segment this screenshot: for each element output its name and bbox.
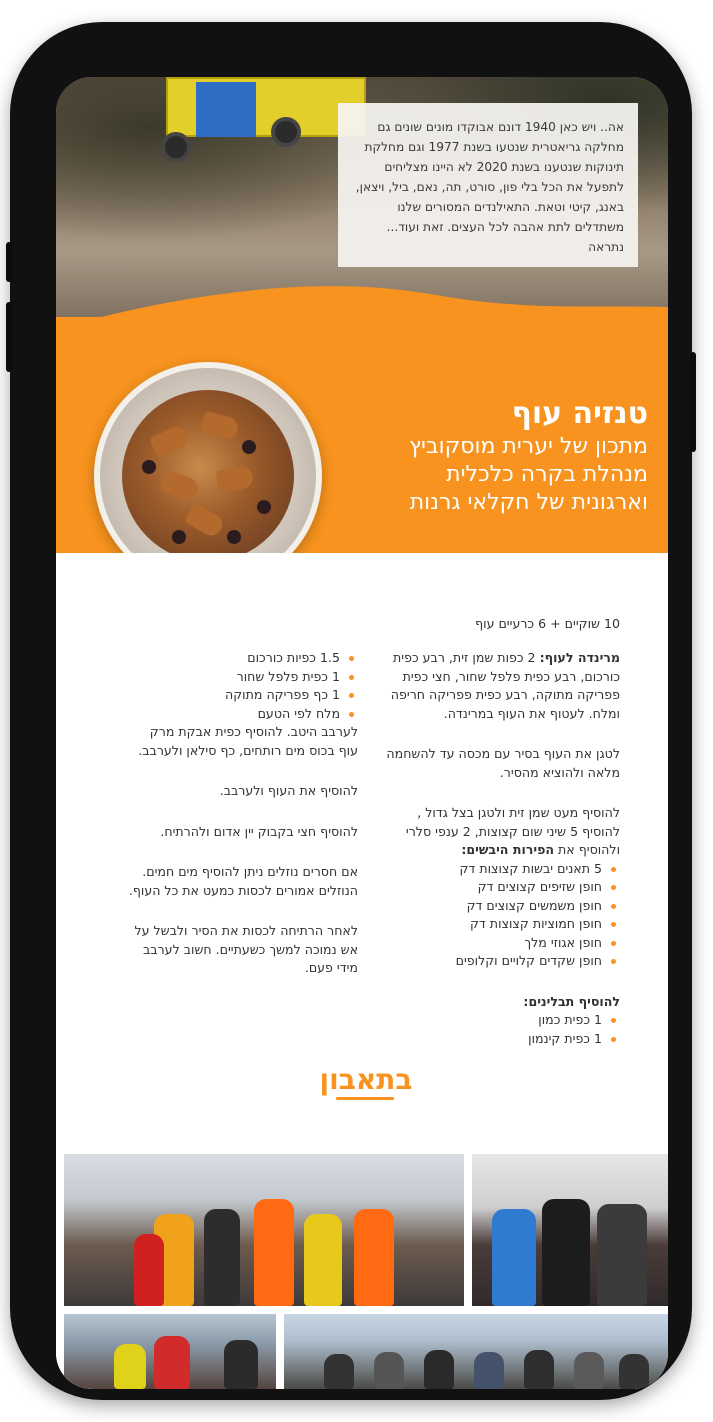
person-figure	[424, 1350, 454, 1389]
onion-paragraph	[378, 804, 620, 860]
person-figure	[374, 1352, 404, 1389]
chicken-leg	[149, 423, 191, 458]
prune	[227, 530, 241, 544]
prune	[242, 440, 256, 454]
marinade-paragraph	[378, 649, 620, 723]
list-item: חופן חמוציות קצוצות דק	[378, 915, 620, 934]
person-figure	[574, 1352, 604, 1389]
recipe-right-column	[378, 649, 620, 1048]
person-figure	[542, 1199, 590, 1306]
logo-underline	[336, 1097, 394, 1100]
hero-caption: אה.. ויש כאן 1940 דונם אבוקדו מונים שונים גם מחלקה גריאטרית שנטעו בשנת 1977 וגם מחלקת תינוקות שנטענו בשנת 2020 לא היינו מצליחים לתפעל את הכל בלי פון, סורט, תה, נאם, ביל, ויצאן, באנג, קיטי וטאת. התאילנדים המסורים שלנו משתדלים לתת אהבה לכל העצים. זאת ועוד... נתראה	[338, 103, 638, 267]
person-figure	[254, 1199, 294, 1306]
recipe-subtitle-line: מנהלת בקרה כלכלית	[446, 462, 648, 487]
dried-fruit-list	[378, 860, 620, 971]
trailer-wheel	[271, 117, 301, 147]
servings: 10 שוקיים + 6 כרעיים עוף	[475, 616, 620, 631]
person-figure	[224, 1340, 258, 1389]
prune	[142, 460, 156, 474]
person-figure	[324, 1354, 354, 1389]
list-item: חופן משמשים קצוצים דק	[378, 897, 620, 916]
trailer-wheel	[161, 132, 191, 162]
marinade-text: 2 כפות שמן זית, רבע כפית כורכום, רבע כפית פלפל שחור, חצי כפית פפריקה מתוקה, רבע כפית פפריקה חריפה ומלח. לעטוף את העוף במרינדה.	[390, 650, 620, 721]
recipe-content	[56, 553, 668, 1153]
recipe-title: טנזיה עוף	[511, 396, 648, 431]
phone-power-button	[690, 352, 696, 452]
list-item: 1 כפית קינמון	[378, 1030, 620, 1049]
phone-frame	[10, 22, 692, 1400]
recipe-subtitle-line: וארגונית של חקלאי גרנות	[409, 490, 648, 515]
instruction-paragraph: להוסיף את העוף ולערבב.	[219, 783, 358, 798]
bon-appetit-logo: בתאבון	[319, 1063, 413, 1096]
list-item: 5 תאנים יבשות קצוצות דק	[378, 860, 620, 879]
team-photo	[472, 1154, 668, 1306]
team-photo	[64, 1314, 276, 1389]
fry-paragraph: לטגן את העוף בסיר עם מכסה עד להשחמה מלאה ולהוציא מהסיר.	[386, 746, 620, 780]
person-figure	[354, 1209, 394, 1306]
list-item: 1 כפית פלפל שחור	[128, 668, 358, 687]
person-figure	[304, 1214, 342, 1306]
person-figure	[619, 1354, 649, 1389]
recipe-subtitle-line: מתכון של יערית מוסקוביץ	[409, 434, 648, 459]
person-figure	[597, 1204, 647, 1306]
chicken-leg	[159, 470, 200, 503]
dried-fruit-label: הפירות היבשים:	[461, 842, 554, 857]
phone-side-button	[6, 242, 12, 282]
trailer-blue-part	[196, 82, 256, 137]
prune	[257, 500, 271, 514]
list-item: חופן שקדים קלויים וקלופים	[378, 952, 620, 971]
recipe-title-block	[318, 395, 648, 517]
list-item: חופן אגוזי מלך	[378, 934, 620, 953]
chicken-leg	[200, 411, 240, 442]
phone-screen[interactable]	[56, 77, 668, 1389]
team-photo-grid	[56, 1154, 668, 1389]
marinade-label: מרינדה לעוף:	[539, 650, 620, 665]
instruction-paragraph: לערבב היטב. להוסיף כפית אבקת מרק עוף בכוס מים רותחים, כף סילאן ולערבב.	[138, 724, 358, 758]
chicken-leg	[215, 465, 254, 493]
spices-label: להוסיף תבלינים:	[523, 993, 620, 1009]
team-photo	[64, 1154, 464, 1306]
spice-quantity-list	[128, 649, 358, 723]
recipe-left-column	[128, 649, 358, 1000]
prune	[172, 530, 186, 544]
team-photo	[284, 1314, 668, 1389]
list-item: 1 כפית כמון	[378, 1011, 620, 1030]
dish-food	[122, 390, 294, 562]
person-figure	[492, 1209, 536, 1306]
instruction-paragraph: להוסיף חצי בקבוק יין אדום ולהרתיח.	[160, 823, 358, 839]
chicken-leg	[184, 502, 226, 539]
person-figure	[134, 1234, 164, 1306]
spices-list	[378, 1011, 620, 1048]
person-figure	[474, 1352, 504, 1389]
person-figure	[154, 1336, 190, 1389]
list-item: מלח לפי הטעם	[128, 705, 358, 724]
instruction-paragraph: אם חסרים נוזלים ניתן להוסיף מים חמים. הנוזלים אמורים לכסות כמעט את כל העוף.	[128, 864, 358, 898]
person-figure	[114, 1344, 146, 1389]
person-figure	[524, 1350, 554, 1389]
list-item: 1.5 כפיות כורכום	[128, 649, 358, 668]
list-item: חופן שזיפים קצוצים דק	[378, 878, 620, 897]
phone-volume-button	[6, 302, 12, 372]
onion-text: להוסיף מעט שמן זית ולטגן בצל גדול , להוסיף 5 שיני שום קצוצות, 2 ענפי סלרי ולהוסיף את	[405, 805, 620, 857]
person-figure	[204, 1209, 240, 1306]
instruction-paragraph: לאחר הרתיחה לכסות את הסיר ולבשל על אש נמוכה למשך כשעתיים. חשוב לערבב מידי פעם.	[134, 923, 358, 975]
list-item: 1 כף פפריקה מתוקה	[128, 686, 358, 705]
